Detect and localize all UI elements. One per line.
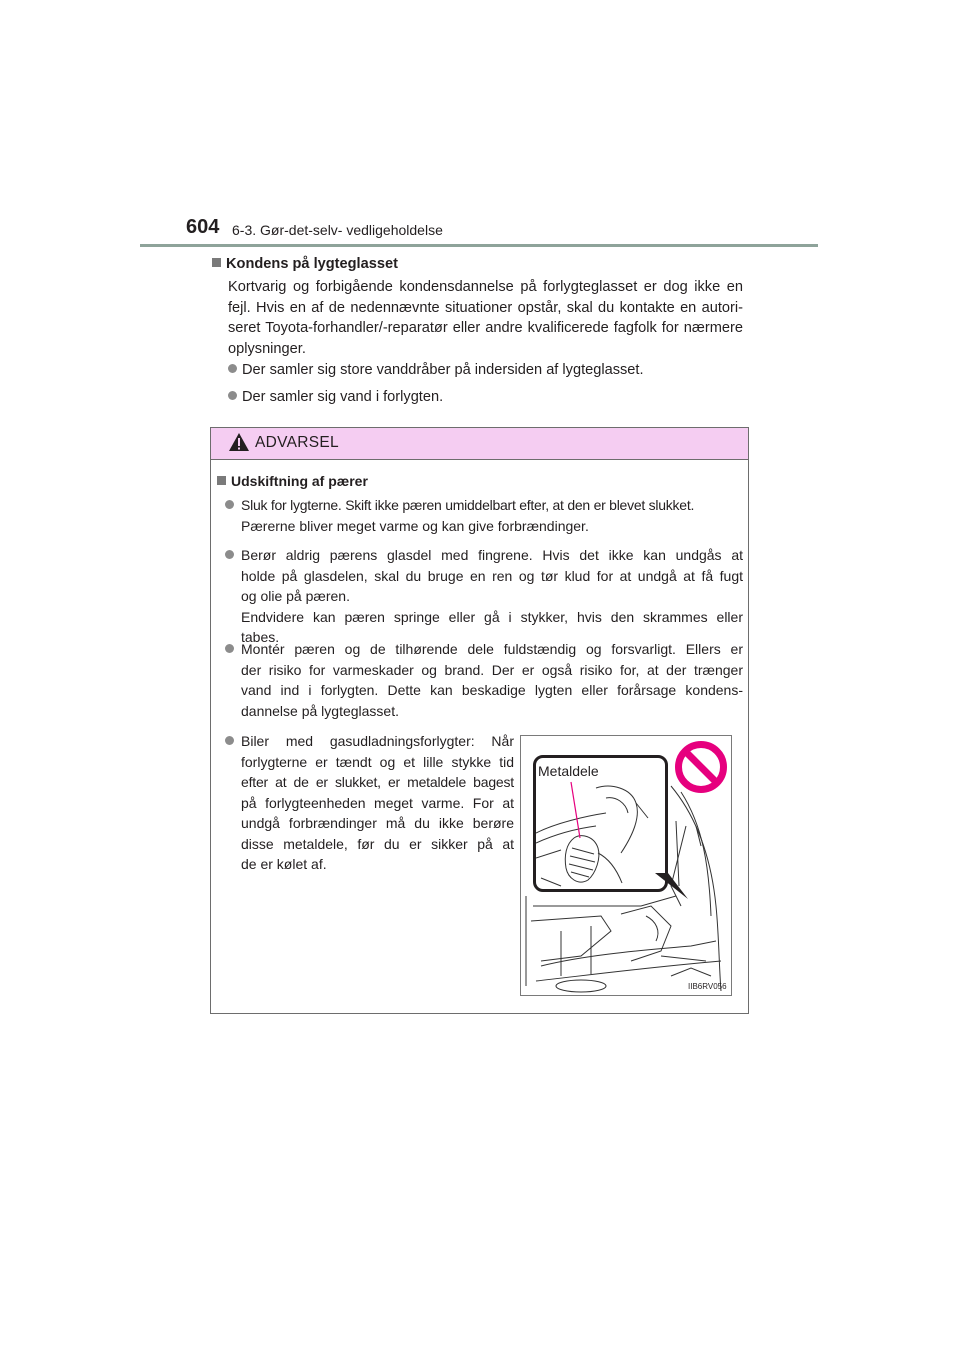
section-title: 6-3. Gør-det-selv- vedligeholdelse: [232, 222, 443, 238]
square-bullet-icon: [217, 476, 226, 485]
intro-line: fejl. Hvis en af de nedennævnte situationer opstår, skal du kontakte en autori-: [228, 299, 743, 316]
intro-line: seret Toyota-forhandler/-reparatør eller andre kvalificerede fagfolk for nærmere: [228, 320, 743, 336]
warning-item: [241, 495, 743, 536]
callout-label: Metaldele: [538, 763, 599, 779]
text-line: der risiko for varmeskader og brand. Der er også risiko for, at der trænger: [241, 661, 743, 678]
text-line: Berør aldrig pærens glasdel med fingrene. Hvis det ikke kan undgås at: [241, 547, 743, 563]
warning-paragraph: [241, 731, 514, 875]
square-bullet-icon: [212, 258, 221, 267]
image-code: IIB6RV056: [688, 982, 727, 991]
bullet-text: Der samler sig store vanddråber på indersiden af lygteglasset.: [242, 362, 644, 378]
page-number: 604: [186, 216, 220, 238]
text-line: disse metaldele, før du er sikker på at: [241, 835, 514, 852]
condensation-heading: [212, 256, 398, 272]
warning-paragraph: [241, 495, 743, 536]
condensation-bullet: [228, 387, 443, 408]
text-line: vand ind i forlygten. Dette kan beskadige lygten eller forårsage kondens-: [241, 682, 743, 698]
text-line: efter at de er slukket, er metaldele bagest: [241, 774, 514, 790]
warning-item: [241, 545, 743, 648]
warning-item: [241, 731, 514, 875]
condensation-intro: [228, 277, 743, 359]
intro-line: oplysninger.: [228, 340, 306, 357]
text-line: dannelse på lygteglasset.: [241, 702, 399, 719]
warning-header: [211, 428, 748, 460]
warning-title: ADVARSEL: [255, 434, 339, 451]
text-line: Montér pæren og de tilhørende dele fuldstændig og forsvarligt. Ellers er: [241, 641, 743, 657]
warning-heading-text: Udskiftning af pærer: [231, 473, 368, 489]
bullet-dot-icon: [228, 391, 237, 400]
text-line: holde på glasdelen, skal du bruge en ren og tør klud for at undgå at få fugt: [241, 567, 743, 584]
text-line: og olie på pæren.: [241, 588, 350, 604]
text-line: Pærerne bliver meget varme og kan give forbrændinger.: [241, 517, 589, 534]
bullet-dot-icon: [225, 644, 234, 653]
warning-triangle-icon: [228, 432, 250, 452]
text-line: undgå forbrændinger må du ikke berøre: [241, 815, 514, 831]
warning-paragraph: [241, 545, 743, 607]
bullet-dot-icon: [225, 550, 234, 559]
text-line: Biler med gasudladningsforlygter: Når: [241, 733, 514, 749]
warning-item: [241, 639, 743, 721]
header-rule: [140, 244, 818, 247]
text-line: forlygterne er tændt og et lille stykke tid: [241, 753, 514, 770]
condensation-heading-text: Kondens på lygteglasset: [226, 256, 398, 272]
callout-pointer: [652, 873, 692, 903]
text-line: Endvidere kan pæren springe eller gå i stykker, hvis den skrammes eller: [241, 608, 743, 625]
condensation-bullet: [228, 360, 644, 381]
text-line: de er kølet af.: [241, 856, 327, 872]
bullet-text: Der samler sig vand i forlygten.: [242, 389, 444, 405]
bullet-dot-icon: [225, 500, 234, 509]
text-line: tabes.: [241, 629, 280, 645]
text-line: Sluk for lygterne. Skift ikke pæren umiddelbart efter, at den er blevet slukket.: [241, 497, 695, 513]
prohibition-icon: [673, 739, 729, 795]
bullet-dot-icon: [228, 364, 237, 373]
warning-heading: [217, 473, 368, 489]
bullet-dot-icon: [225, 736, 234, 745]
text-line: på forlygteenheden meget varme. For at: [241, 794, 514, 811]
intro-line: Kortvarig og forbigående kondensdannelse på forlygteglasset er dog ikke en: [228, 279, 743, 295]
warning-paragraph: [241, 639, 743, 721]
